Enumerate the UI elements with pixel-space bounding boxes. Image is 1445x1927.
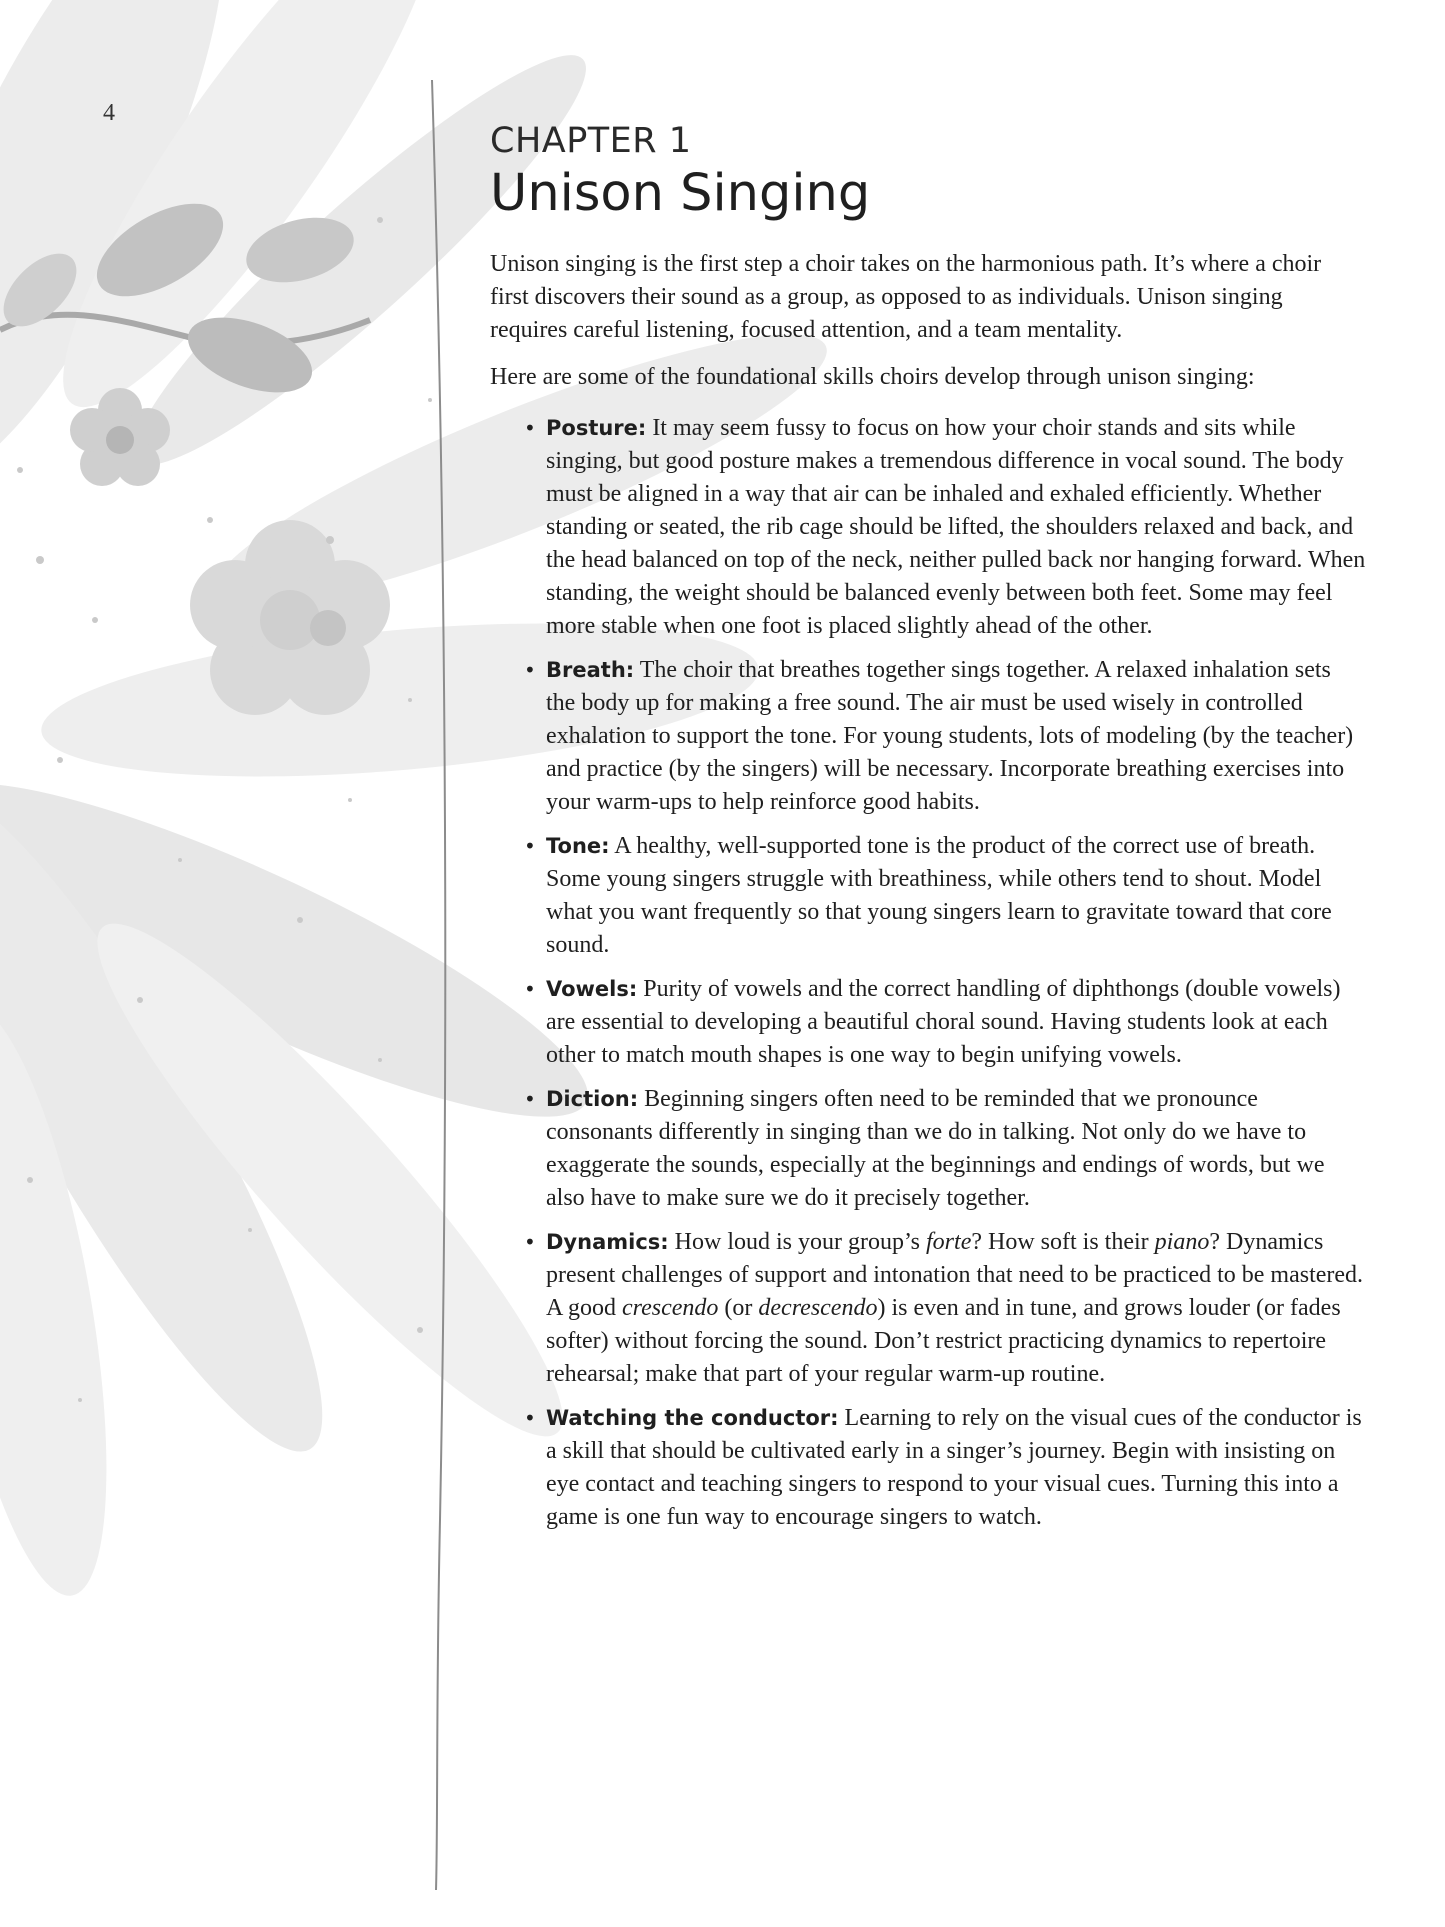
bullet-icon: • bbox=[524, 416, 536, 440]
list-item-diction bbox=[524, 1083, 1366, 1215]
item-text: Purity of vowels and the correct handling of diphthongs (double vowels) are essential to developing a beautiful choral sound. Having students look at each other to match mouth shapes is one way to begin unifying vowels. bbox=[546, 976, 1341, 1068]
chapter-content bbox=[490, 120, 1365, 1545]
item-text: How loud is your group’s forte? How soft is their piano? Dynamics present challenges of support and intonation that need to be practiced to be mastered. A good crescendo (or decrescendo) is even and in tune, and grows louder (or fades softer) without forcing the sound. Don’t restrict practicing dynamics to repertoire rehearsal; make that part of your regular warm-up routine. bbox=[546, 1229, 1364, 1387]
item-term: Vowels: bbox=[546, 977, 638, 1001]
item-text: A healthy, well-supported tone is the product of the correct use of breath. Some young singers struggle with breathiness, while others tend to shout. Model what you want frequently so that young singers learn to gravitate toward that core sound. bbox=[546, 833, 1332, 958]
list-item-posture bbox=[524, 412, 1366, 643]
item-term: Watching the conductor: bbox=[546, 1406, 839, 1430]
list-item-tone bbox=[524, 830, 1366, 962]
skills-list bbox=[490, 412, 1365, 1534]
list-item-vowels bbox=[524, 973, 1366, 1072]
list-item-breath bbox=[524, 654, 1366, 819]
item-term: Breath: bbox=[546, 658, 635, 682]
bullet-icon: • bbox=[524, 1406, 536, 1430]
bullet-icon: • bbox=[524, 1087, 536, 1111]
item-term: Tone: bbox=[546, 834, 610, 858]
item-text: Learning to rely on the visual cues of the conductor is a skill that should be cultivated early in a singer’s journey. Begin with insisting on eye contact and teaching singers to respond to your visual cues. Turning this into a game is one fun way to encourage singers to watch. bbox=[546, 1405, 1362, 1530]
intro-paragraph: Unison singing is the first step a choir takes on the harmonious path. It’s where a choir first discovers their sound as a group, as opposed to as individuals. Unison singing requires careful listening, focused attention, and a team mentality. bbox=[490, 251, 1322, 343]
intro-lead-in: Here are some of the foundational skills choirs develop through unison singing: bbox=[490, 364, 1255, 390]
chapter-title: Unison Singing bbox=[490, 164, 871, 223]
bullet-icon: • bbox=[524, 1230, 536, 1254]
page-number: 4 bbox=[103, 100, 115, 126]
item-term: Dynamics: bbox=[546, 1230, 669, 1254]
bullet-icon: • bbox=[524, 834, 536, 858]
item-text: The choir that breathes together sings together. A relaxed inhalation sets the body up for making a free sound. The air must be used wisely in controlled exhalation to support the tone. For young students, lots of modeling (by the teacher) and practice (by the singers) will be necessary. Incorporate breathing exercises into your warm-ups to help reinforce good habits. bbox=[546, 657, 1354, 815]
bullet-icon: • bbox=[524, 658, 536, 682]
item-text: Beginning singers often need to be reminded that we pronounce consonants differently in singing than we do in talking. Not only do we have to exaggerate the sounds, especially at the beginnings and endings of words, but we also have to make sure we do it precisely together. bbox=[546, 1086, 1325, 1211]
list-item-watching-the-conductor bbox=[524, 1402, 1366, 1534]
item-term: Posture: bbox=[546, 416, 647, 440]
list-item-dynamics bbox=[524, 1226, 1366, 1391]
bullet-icon: • bbox=[524, 977, 536, 1001]
chapter-label: CHAPTER 1 bbox=[490, 121, 692, 161]
item-text: It may seem fussy to focus on how your choir stands and sits while singing, but good posture makes a tremendous difference in vocal sound. The body must be aligned in a way that air can be inhaled and exhaled efficiently. Whether standing or seated, the rib cage should be lifted, the shoulders relaxed and back, and the head balanced on top of the neck, neither pulled back nor hanging forward. When standing, the weight should be balanced evenly between both feet. Some may feel more stable when one foot is placed slightly ahead of the other. bbox=[546, 415, 1366, 639]
item-term: Diction: bbox=[546, 1087, 639, 1111]
